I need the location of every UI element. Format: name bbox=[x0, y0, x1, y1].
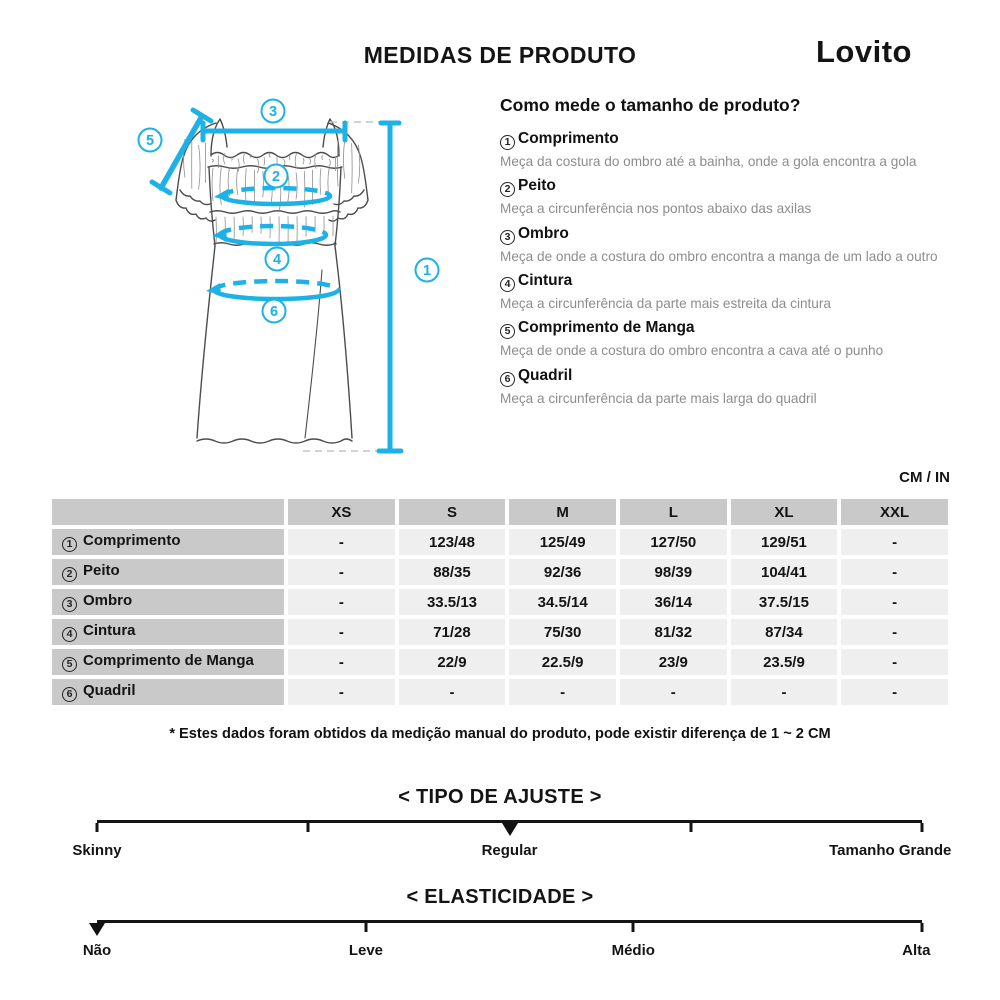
elasticity-scale-title: < ELASTICIDADE > bbox=[406, 886, 594, 908]
measure-number-badge: 2 bbox=[62, 567, 77, 582]
size-value-cell: - bbox=[841, 619, 948, 645]
guide-heading: Como mede o tamanho de produto? bbox=[500, 95, 801, 115]
size-value-cell: - bbox=[509, 679, 616, 705]
size-value-cell: 71/28 bbox=[399, 619, 506, 645]
scale-line bbox=[97, 920, 922, 923]
size-column-header: XXL bbox=[841, 499, 948, 525]
scale-tick bbox=[921, 823, 924, 832]
guide-item-name: 4 Cintura bbox=[500, 270, 965, 292]
size-value-cell: 92/36 bbox=[509, 559, 616, 585]
measure-row-label: 6 Quadril bbox=[52, 679, 284, 705]
measure-number-badge: 4 bbox=[62, 627, 77, 642]
scale-label: Regular bbox=[481, 842, 538, 859]
size-column-header: L bbox=[620, 499, 727, 525]
badge-1: 1 bbox=[422, 263, 432, 279]
size-value-cell: 125/49 bbox=[509, 529, 616, 555]
scale-label: Não bbox=[82, 942, 112, 959]
measure-number-badge: 6 bbox=[500, 372, 515, 387]
scale-tick bbox=[632, 923, 635, 932]
size-value-cell: - bbox=[841, 559, 948, 585]
size-value-cell: - bbox=[841, 589, 948, 615]
size-value-cell: - bbox=[288, 649, 395, 675]
measure-number-badge: 2 bbox=[500, 182, 515, 197]
table-row bbox=[52, 589, 948, 615]
measure-number-badge: 1 bbox=[62, 537, 77, 552]
scale-label: Leve bbox=[348, 942, 384, 959]
scale-marker-icon bbox=[89, 923, 105, 936]
size-value-cell: 23.5/9 bbox=[731, 649, 838, 675]
size-value-cell: - bbox=[841, 529, 948, 555]
table-row bbox=[52, 559, 948, 585]
guide-item bbox=[500, 270, 965, 314]
scale-label: Skinny bbox=[72, 842, 122, 859]
measure-guide bbox=[500, 95, 965, 412]
table-row bbox=[52, 679, 948, 705]
elasticity-scale-labels bbox=[82, 942, 931, 962]
size-value-cell: 22.5/9 bbox=[509, 649, 616, 675]
size-value-cell: 104/41 bbox=[731, 559, 838, 585]
measurement-note: * Estes dados foram obtidos da medição manual do produto, pode existir diferença de 1 ~ 2 CM bbox=[169, 726, 831, 742]
size-value-cell: 37.5/15 bbox=[731, 589, 838, 615]
guide-item-desc: Meça da costura do ombro até a bainha, onde a gola encontra a gola bbox=[500, 154, 917, 169]
page-title: MEDIDAS DE PRODUTO bbox=[363, 42, 637, 68]
size-value-cell: - bbox=[731, 679, 838, 705]
size-column-header: XS bbox=[288, 499, 395, 525]
size-value-cell: 88/35 bbox=[399, 559, 506, 585]
guide-item bbox=[500, 317, 965, 361]
guide-item bbox=[500, 128, 965, 172]
size-value-cell: - bbox=[288, 589, 395, 615]
badge-4: 4 bbox=[272, 252, 282, 268]
size-value-cell: - bbox=[841, 679, 948, 705]
measure-row-label: 2 Peito bbox=[52, 559, 284, 585]
dress-measurement-diagram bbox=[95, 90, 465, 470]
size-value-cell: 36/14 bbox=[620, 589, 727, 615]
scale-label: Alta bbox=[902, 942, 931, 959]
elasticity-scale-track bbox=[97, 920, 922, 936]
size-value-cell: 87/34 bbox=[731, 619, 838, 645]
size-value-cell: 23/9 bbox=[620, 649, 727, 675]
measure-number-badge: 5 bbox=[62, 657, 77, 672]
sleeve-measure-line bbox=[161, 116, 202, 188]
guide-item-name: 2 Peito bbox=[500, 175, 965, 197]
scale-marker-icon bbox=[502, 823, 518, 836]
size-value-cell: 127/50 bbox=[620, 529, 727, 555]
scale-tick bbox=[307, 823, 310, 832]
fit-scale-labels bbox=[72, 842, 952, 862]
guide-item-desc: Meça a circunferência da parte mais larga do quadril bbox=[500, 390, 817, 406]
guide-item bbox=[500, 365, 965, 409]
guide-item-desc: Meça a circunferência nos pontos abaixo das axilas bbox=[500, 201, 812, 217]
size-value-cell: - bbox=[288, 619, 395, 645]
size-value-cell: - bbox=[620, 679, 727, 705]
size-value-cell: - bbox=[841, 649, 948, 675]
measure-number-badge: 1 bbox=[500, 135, 515, 150]
measure-number-badge: 5 bbox=[500, 324, 515, 339]
brand-logo: Lovito bbox=[816, 34, 912, 69]
size-table bbox=[48, 495, 952, 709]
waist-ellipse bbox=[212, 226, 326, 244]
measure-row-label: 5 Comprimento de Manga bbox=[52, 649, 284, 675]
table-row bbox=[52, 619, 948, 645]
guide-item bbox=[500, 223, 965, 267]
scale-tick bbox=[921, 923, 924, 932]
size-value-cell: 75/30 bbox=[509, 619, 616, 645]
measure-number-badge: 3 bbox=[500, 230, 515, 245]
table-row bbox=[52, 529, 948, 555]
size-value-cell: 123/48 bbox=[399, 529, 506, 555]
scale-tick bbox=[364, 923, 367, 932]
fit-scale-title: < TIPO DE AJUSTE > bbox=[398, 786, 602, 808]
size-value-cell: - bbox=[288, 679, 395, 705]
measure-number-badge: 4 bbox=[500, 277, 515, 292]
measure-number-badge: 6 bbox=[62, 687, 77, 702]
size-value-cell: - bbox=[399, 679, 506, 705]
guide-item-name: 3 Ombro bbox=[500, 223, 965, 245]
guide-item-name: 5 Comprimento de Manga bbox=[500, 317, 965, 339]
size-value-cell: - bbox=[288, 529, 395, 555]
size-value-cell: 34.5/14 bbox=[509, 589, 616, 615]
guide-item-desc: Meça a circunferência da parte mais estreita da cintura bbox=[500, 295, 831, 311]
size-column-header: XL bbox=[731, 499, 838, 525]
guide-item-desc: Meça de onde a costura do ombro encontra a manga de um lado a outro bbox=[500, 248, 938, 264]
size-value-cell: 98/39 bbox=[620, 559, 727, 585]
size-value-cell: 81/32 bbox=[620, 619, 727, 645]
guide-item-desc: Meça de onde a costura do ombro encontra a cava até o punho bbox=[500, 343, 884, 359]
hip-ellipse bbox=[206, 281, 338, 299]
dashed-guide-lines bbox=[303, 122, 381, 451]
guide-item-name: 1 Comprimento bbox=[500, 128, 965, 150]
badge-5: 5 bbox=[145, 133, 155, 149]
guide-item bbox=[500, 175, 965, 219]
size-value-cell: 22/9 bbox=[399, 649, 506, 675]
guide-item-name: 6 Quadril bbox=[500, 365, 965, 387]
table-row bbox=[52, 649, 948, 675]
measure-row-label: 4 Cintura bbox=[52, 619, 284, 645]
unit-label: CM / IN bbox=[899, 469, 950, 486]
size-value-cell: - bbox=[288, 559, 395, 585]
size-value-cell: 33.5/13 bbox=[399, 589, 506, 615]
size-value-cell: 129/51 bbox=[731, 529, 838, 555]
badge-3: 3 bbox=[268, 104, 278, 120]
measure-row-label: 1 Comprimento bbox=[52, 529, 284, 555]
guide-items bbox=[500, 128, 965, 409]
dress-diagram-svg bbox=[95, 90, 465, 470]
scale-tick bbox=[96, 823, 99, 832]
badge-2: 2 bbox=[271, 169, 281, 185]
scale-label: Tamanho Grande bbox=[829, 842, 952, 859]
scale-tick bbox=[690, 823, 693, 832]
measure-row-label: 3 Ombro bbox=[52, 589, 284, 615]
fit-scale-track bbox=[97, 820, 922, 836]
size-column-header: M bbox=[509, 499, 616, 525]
size-column-header: S bbox=[399, 499, 506, 525]
table-corner-cell bbox=[52, 499, 284, 525]
scale-label: Médio bbox=[611, 942, 655, 959]
measure-number-badge: 3 bbox=[62, 597, 77, 612]
badge-6: 6 bbox=[269, 304, 279, 320]
